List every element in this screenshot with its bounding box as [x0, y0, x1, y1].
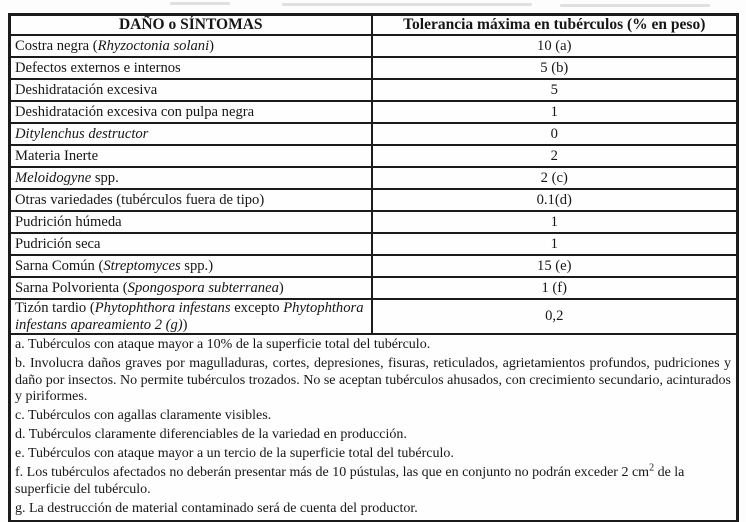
tolerance-value-cell: 5 (b) — [372, 57, 738, 79]
text-segment: 2 — [649, 462, 655, 474]
table-row — [10, 57, 738, 79]
text-segment: Sarna Polvorienta ( — [15, 279, 128, 296]
text-segment: b. Involucra daños graves por magulladuras, cortes, depresiones, fisuras, reticulados, agrietamientos profundos, pudriciones y daño por insectos. No permite tubérculos trozados. No se aceptan tubérculos ahusados, con crecimiento secundario, acinturados y piriformes. — [15, 356, 731, 404]
tolerance-value-cell: 1 (f) — [372, 277, 738, 299]
scan-artifact — [560, 4, 710, 7]
table-body — [10, 35, 738, 334]
symptom-cell — [10, 167, 372, 189]
tolerance-value-cell: 1 — [372, 101, 738, 123]
symptom-cell — [10, 79, 372, 101]
symptom-cell — [10, 233, 372, 255]
scientific-name: Phytophthora infestans apareamiento 2 (g) — [15, 300, 364, 333]
header-row — [10, 15, 738, 36]
text-segment: Sarna Común ( — [15, 257, 104, 274]
tolerance-value-cell: 2 — [372, 145, 738, 167]
text-segment: spp.) — [180, 257, 214, 274]
footnote — [15, 356, 731, 406]
table-row — [10, 101, 738, 123]
text-segment: Defectos externos e internos — [15, 59, 181, 76]
tolerance-value-cell: 1 — [372, 211, 738, 233]
scientific-name: Streptomyces — [103, 257, 181, 274]
tolerance-value-cell: 1 — [372, 233, 738, 255]
table-row — [10, 123, 738, 145]
table-row — [10, 299, 738, 334]
table-row — [10, 79, 738, 101]
text-segment: f. Los tubérculos afectados no deberán presentar más de 10 pústulas, las que en conjunto no podrán exceder 2 cm — [15, 465, 650, 480]
symptom-cell — [10, 35, 372, 57]
scientific-name: Spongospora subterranea — [127, 279, 279, 296]
scan-artifact — [282, 3, 532, 6]
footnote — [15, 427, 731, 444]
footnote — [15, 501, 731, 518]
footnote — [15, 337, 731, 354]
text-segment: d. Tubérculos claramente diferenciables de la variedad en producción. — [15, 427, 407, 442]
text-segment: Materia Inerte — [15, 147, 99, 164]
symptom-cell — [10, 255, 372, 277]
table-row — [10, 255, 738, 277]
footnote — [15, 408, 731, 425]
text-segment: Tizón tardio ( — [15, 300, 95, 316]
footnotes-list — [15, 337, 731, 517]
text-segment: ) — [278, 279, 284, 296]
tolerance-value-cell: 0.1(d) — [372, 189, 738, 211]
scientific-name: Meloidogyne — [15, 169, 92, 186]
symptom-cell — [10, 101, 372, 123]
text-segment: Pudrición seca — [15, 235, 101, 252]
column-header-damage-symptoms: DAÑO o SÍNTOMAS — [10, 15, 372, 36]
table-row — [10, 277, 738, 299]
table-row — [10, 35, 738, 57]
text-segment: Deshidratación excesiva con pulpa negra — [15, 103, 255, 120]
footnotes-cell — [10, 334, 738, 521]
symptom-cell — [10, 57, 372, 79]
text-segment: excepto — [230, 300, 284, 316]
footnotes-row — [10, 334, 738, 521]
footnote — [15, 446, 731, 463]
tolerance-value-cell: 2 (c) — [372, 167, 738, 189]
symptom-cell — [10, 277, 372, 299]
scientific-name: Ditylenchus destructor — [15, 125, 149, 142]
text-segment: Costra negra ( — [15, 37, 98, 54]
scientific-name: Phytophthora infestans — [94, 300, 231, 316]
text-segment: Pudrición húmeda — [15, 213, 122, 230]
footnote — [15, 462, 731, 498]
symptom-cell — [10, 145, 372, 167]
scientific-name: Rhyzoctonia solani — [97, 37, 210, 54]
table-row — [10, 167, 738, 189]
table-row — [10, 145, 738, 167]
symptom-cell — [10, 211, 372, 233]
tolerance-table — [8, 13, 739, 522]
symptom-cell — [10, 123, 372, 145]
symptom-cell — [10, 299, 372, 334]
text-segment: spp. — [91, 169, 119, 186]
text-segment: g. La destrucción de material contaminado será de cuenta del productor. — [15, 500, 418, 516]
text-segment: e. Tubérculos con ataque mayor a un tercio de la superficie total del tubérculo. — [15, 446, 454, 461]
text-segment: c. Tubérculos con agallas claramente visibles. — [15, 408, 272, 423]
text-segment: a. Tubérculos con ataque mayor a 10% de la superficie total del tubérculo. — [15, 337, 431, 352]
symptom-cell — [10, 189, 372, 211]
tolerance-value-cell: 0 — [372, 123, 738, 145]
table-row — [10, 189, 738, 211]
scan-artifact — [170, 2, 230, 5]
text-segment: de la superficie del tubérculo. — [15, 465, 685, 497]
tolerance-value-cell: 10 (a) — [372, 35, 738, 57]
text-segment: ) — [209, 37, 215, 54]
text-segment: Otras variedades (tubérculos fuera de tipo) — [15, 191, 265, 208]
tolerance-value-cell: 0,2 — [372, 299, 738, 334]
text-segment: Deshidratación excesiva — [15, 81, 158, 98]
table-row — [10, 233, 738, 255]
table-row — [10, 211, 738, 233]
tolerance-value-cell: 5 — [372, 79, 738, 101]
column-header-max-tolerance: Tolerancia máxima en tubérculos (% en peso) — [372, 15, 738, 36]
tolerance-value-cell: 15 (e) — [372, 255, 738, 277]
text-segment: ) — [182, 316, 188, 333]
